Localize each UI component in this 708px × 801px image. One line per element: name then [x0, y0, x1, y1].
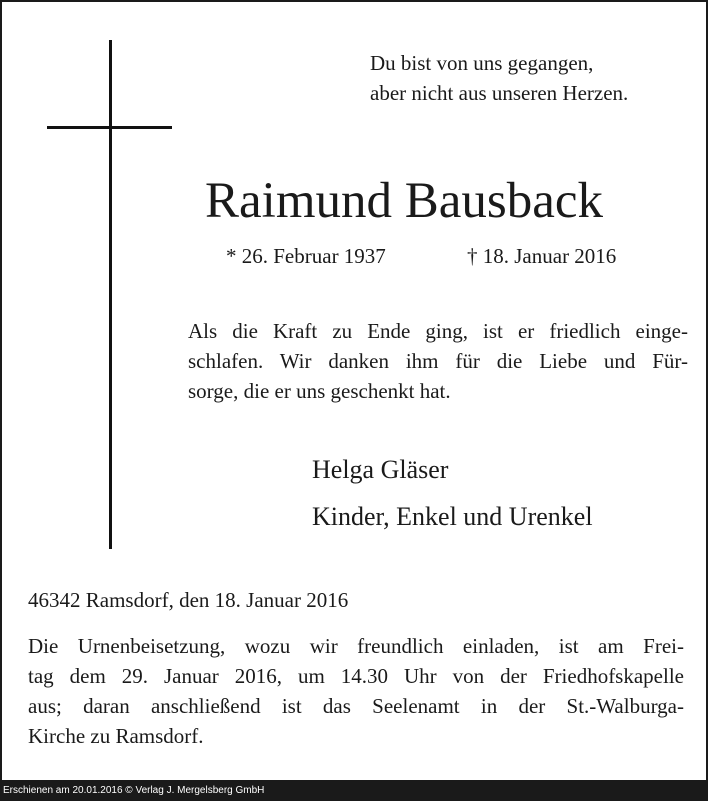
funeral-line: Die Urnenbeisetzung, wozu wir freundlich einladen, ist am Frei- [28, 634, 684, 658]
place-date: 46342 Ramsdorf, den 18. Januar 2016 [28, 588, 349, 612]
motto [370, 48, 628, 108]
motto-line: Du bist von uns gegangen, [370, 51, 594, 75]
funeral-line: aus; daran anschließend ist das Seelenamt in der St.-Walburga- [28, 694, 684, 718]
memorial-text-line: schlafen. Wir danken ihm für die Liebe und Für- [188, 349, 688, 373]
cross-icon-vertical [109, 40, 112, 549]
signer-family: Kinder, Enkel und Urenkel [312, 502, 593, 531]
signer-primary: Helga Gläser [312, 455, 449, 484]
funeral-line: tag dem 29. Januar 2016, um 14.30 Uhr von der Friedhofskapelle [28, 664, 684, 688]
memorial-text-line: Als die Kraft zu Ende ging, ist er friedlich einge- [188, 319, 688, 343]
memorial-text-line: sorge, die er uns geschenkt hat. [188, 379, 451, 403]
funeral-line: Kirche zu Ramsdorf. [28, 724, 204, 748]
birth-date: * 26. Februar 1937 [226, 244, 386, 268]
publication-footer: Erschienen am 20.01.2016 © Verlag J. Mergelsberg GmbH [0, 780, 708, 801]
death-date: † 18. Januar 2016 [467, 244, 617, 268]
motto-line: aber nicht aus unseren Herzen. [370, 81, 629, 105]
cross-icon-horizontal [47, 126, 172, 129]
deceased-name: Raimund Bausback [205, 173, 604, 229]
funeral-details [28, 631, 684, 751]
memorial-text [188, 316, 688, 406]
